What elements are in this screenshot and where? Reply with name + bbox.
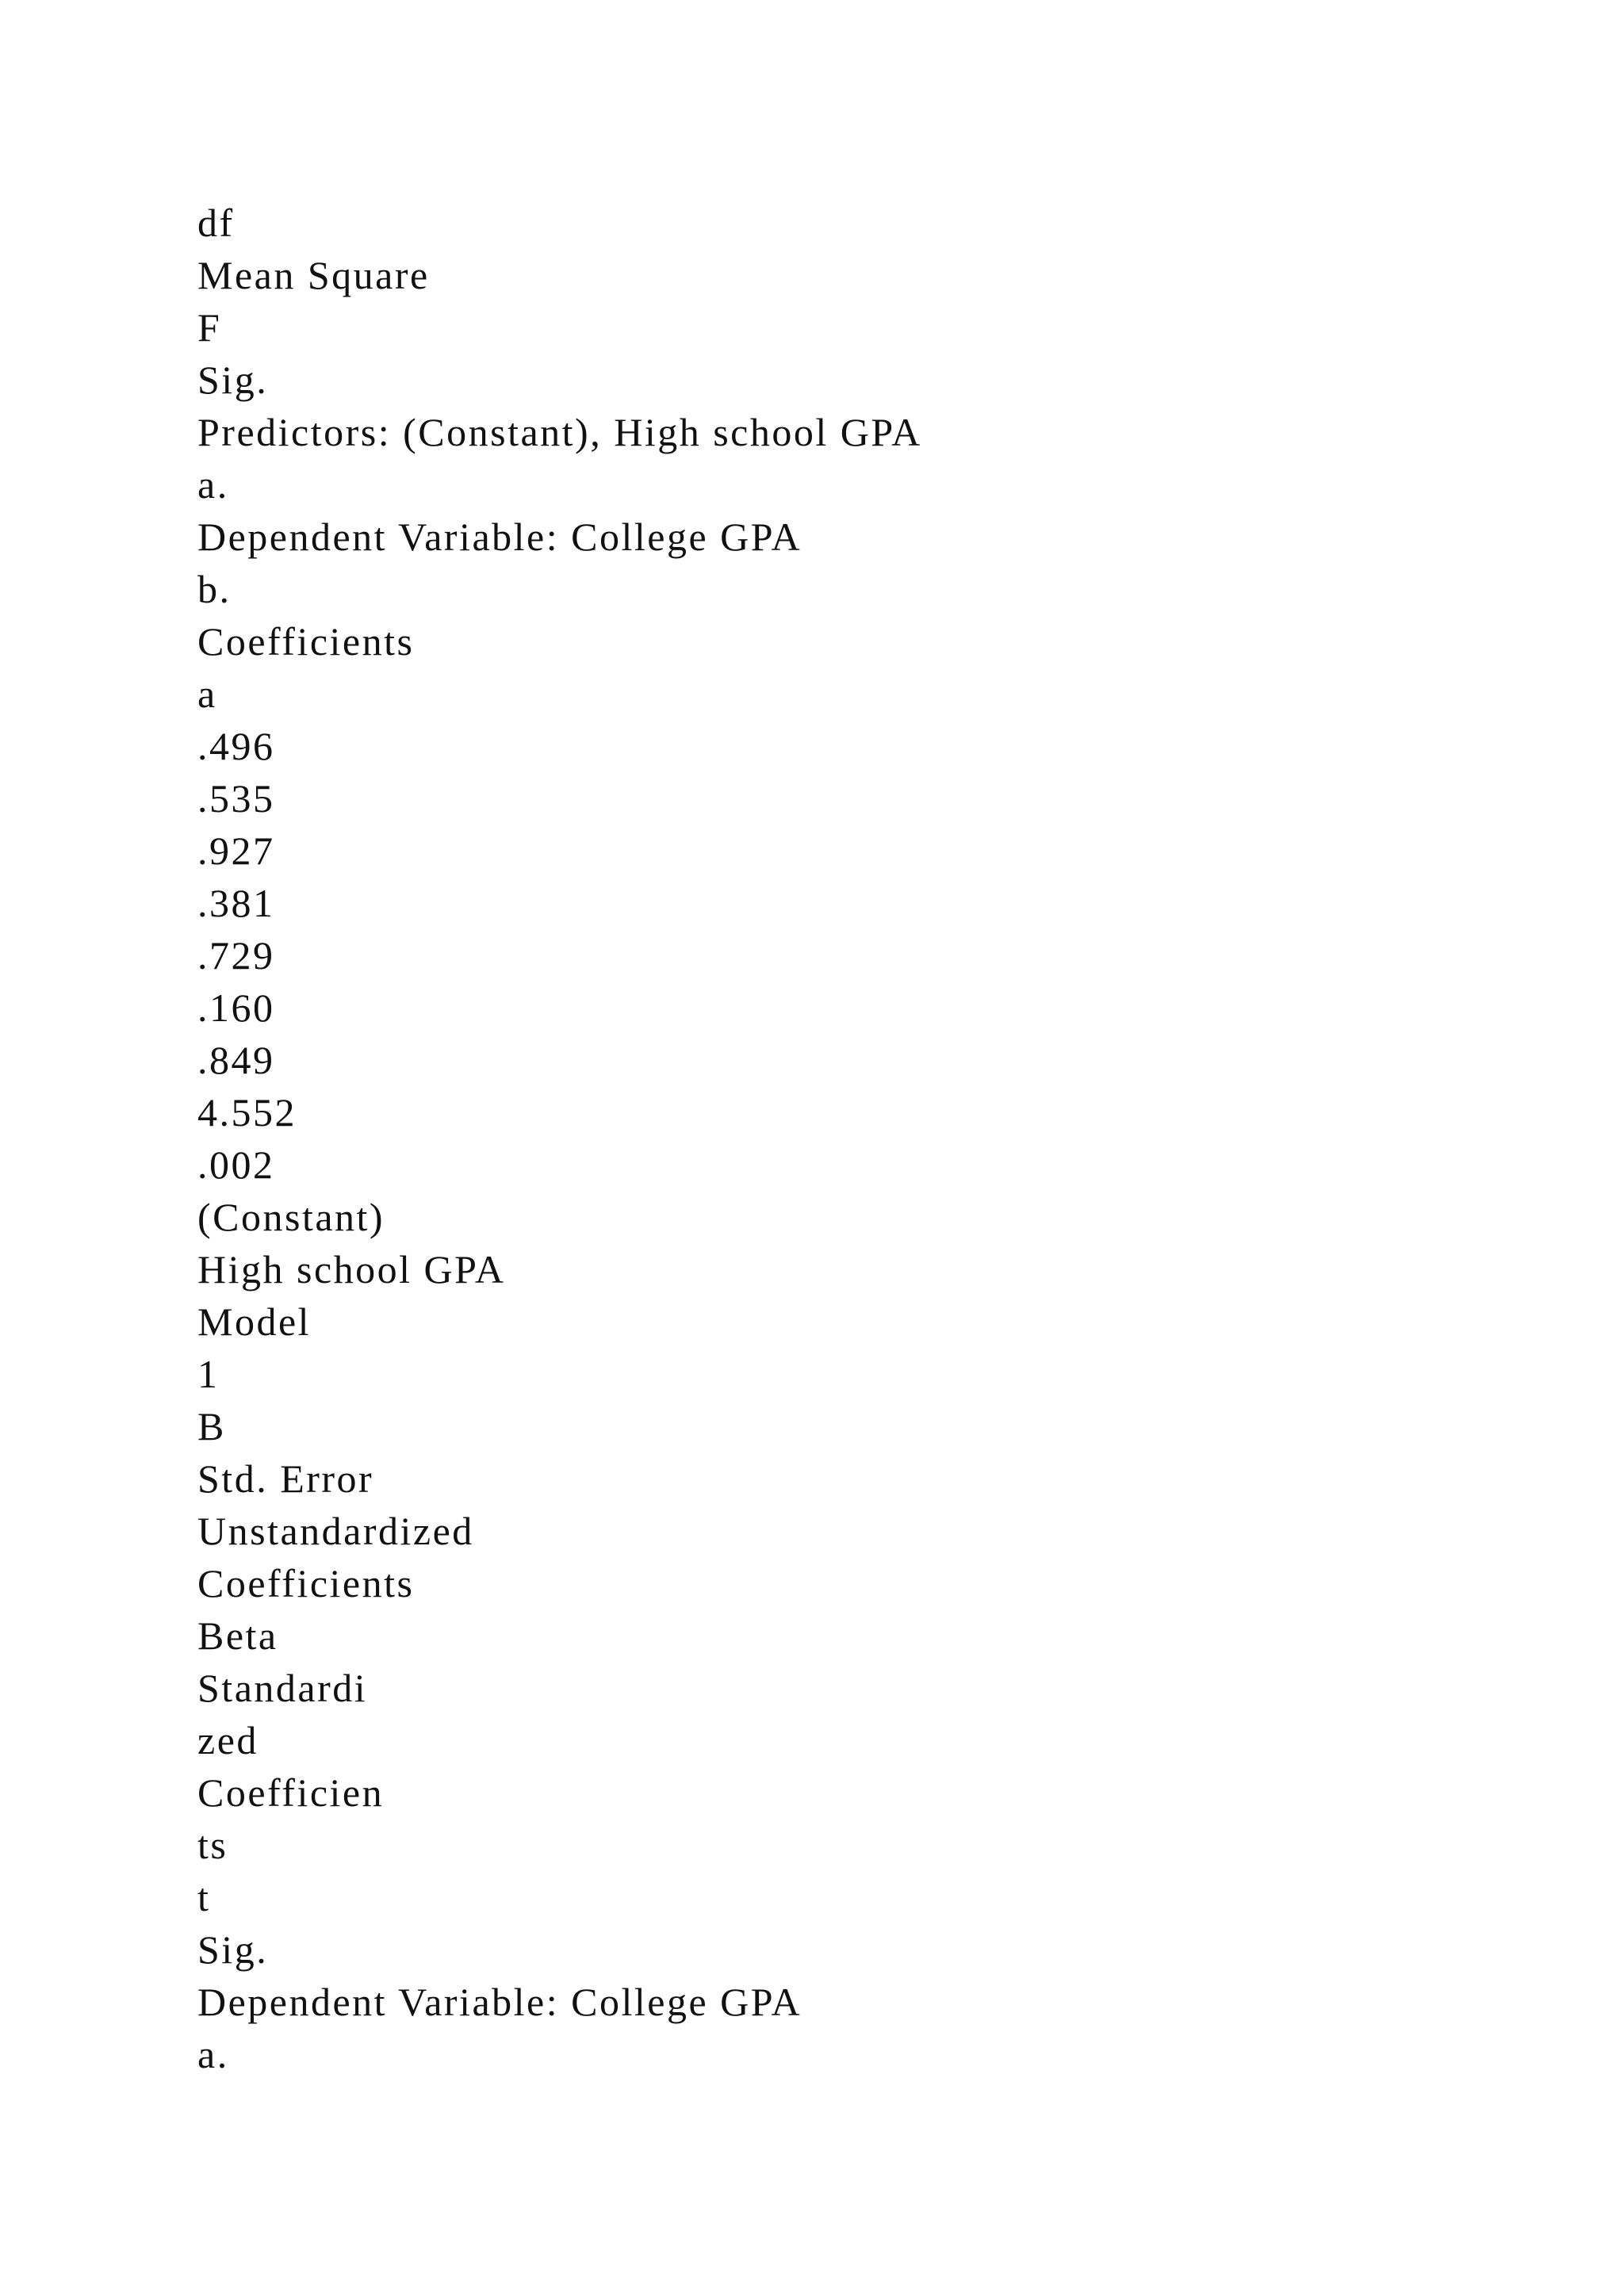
text-column — [197, 197, 1545, 2080]
text-line: a. — [197, 462, 229, 507]
text-line: 1 — [197, 1352, 220, 1396]
text-line: .381 — [197, 881, 275, 925]
text-line: Mean Square — [197, 253, 430, 297]
text-line: .160 — [197, 985, 275, 1030]
text-line: .002 — [197, 1142, 275, 1187]
text-line: (Constant) — [197, 1195, 385, 1239]
text-line: Model — [197, 1299, 312, 1344]
text-line: Predictors: (Constant), High school GPA — [197, 410, 922, 454]
text-line: a. — [197, 2032, 229, 2076]
text-line: Dependent Variable: College GPA — [197, 1980, 802, 2024]
text-line: b. — [197, 567, 232, 611]
text-line: Coefficien — [197, 1770, 385, 1815]
text-line: High school GPA — [197, 1247, 506, 1292]
text-line: Dependent Variable: College GPA — [197, 515, 802, 559]
text-line: 4.552 — [197, 1090, 297, 1135]
text-line: Sig. — [197, 358, 269, 402]
text-line: F — [197, 305, 222, 350]
text-line: .535 — [197, 776, 275, 821]
text-line: df — [197, 201, 235, 245]
text-line: Sig. — [197, 1927, 269, 1972]
text-line: Beta — [197, 1613, 278, 1658]
text-line: zed — [197, 1718, 259, 1762]
text-line: a — [197, 672, 217, 716]
text-line: t — [197, 1875, 211, 1919]
text-line: Unstandardized — [197, 1509, 474, 1553]
text-line: ts — [197, 1823, 228, 1867]
text-line: Coefficients — [197, 619, 415, 664]
text-line: .496 — [197, 724, 275, 768]
text-line: .927 — [197, 828, 275, 873]
text-line: Standardi — [197, 1666, 368, 1710]
text-line: .849 — [197, 1038, 275, 1082]
text-line: .729 — [197, 933, 275, 978]
text-line: Std. Error — [197, 1456, 374, 1501]
text-line: B — [197, 1404, 226, 1448]
text-line: Coefficients — [197, 1561, 415, 1605]
